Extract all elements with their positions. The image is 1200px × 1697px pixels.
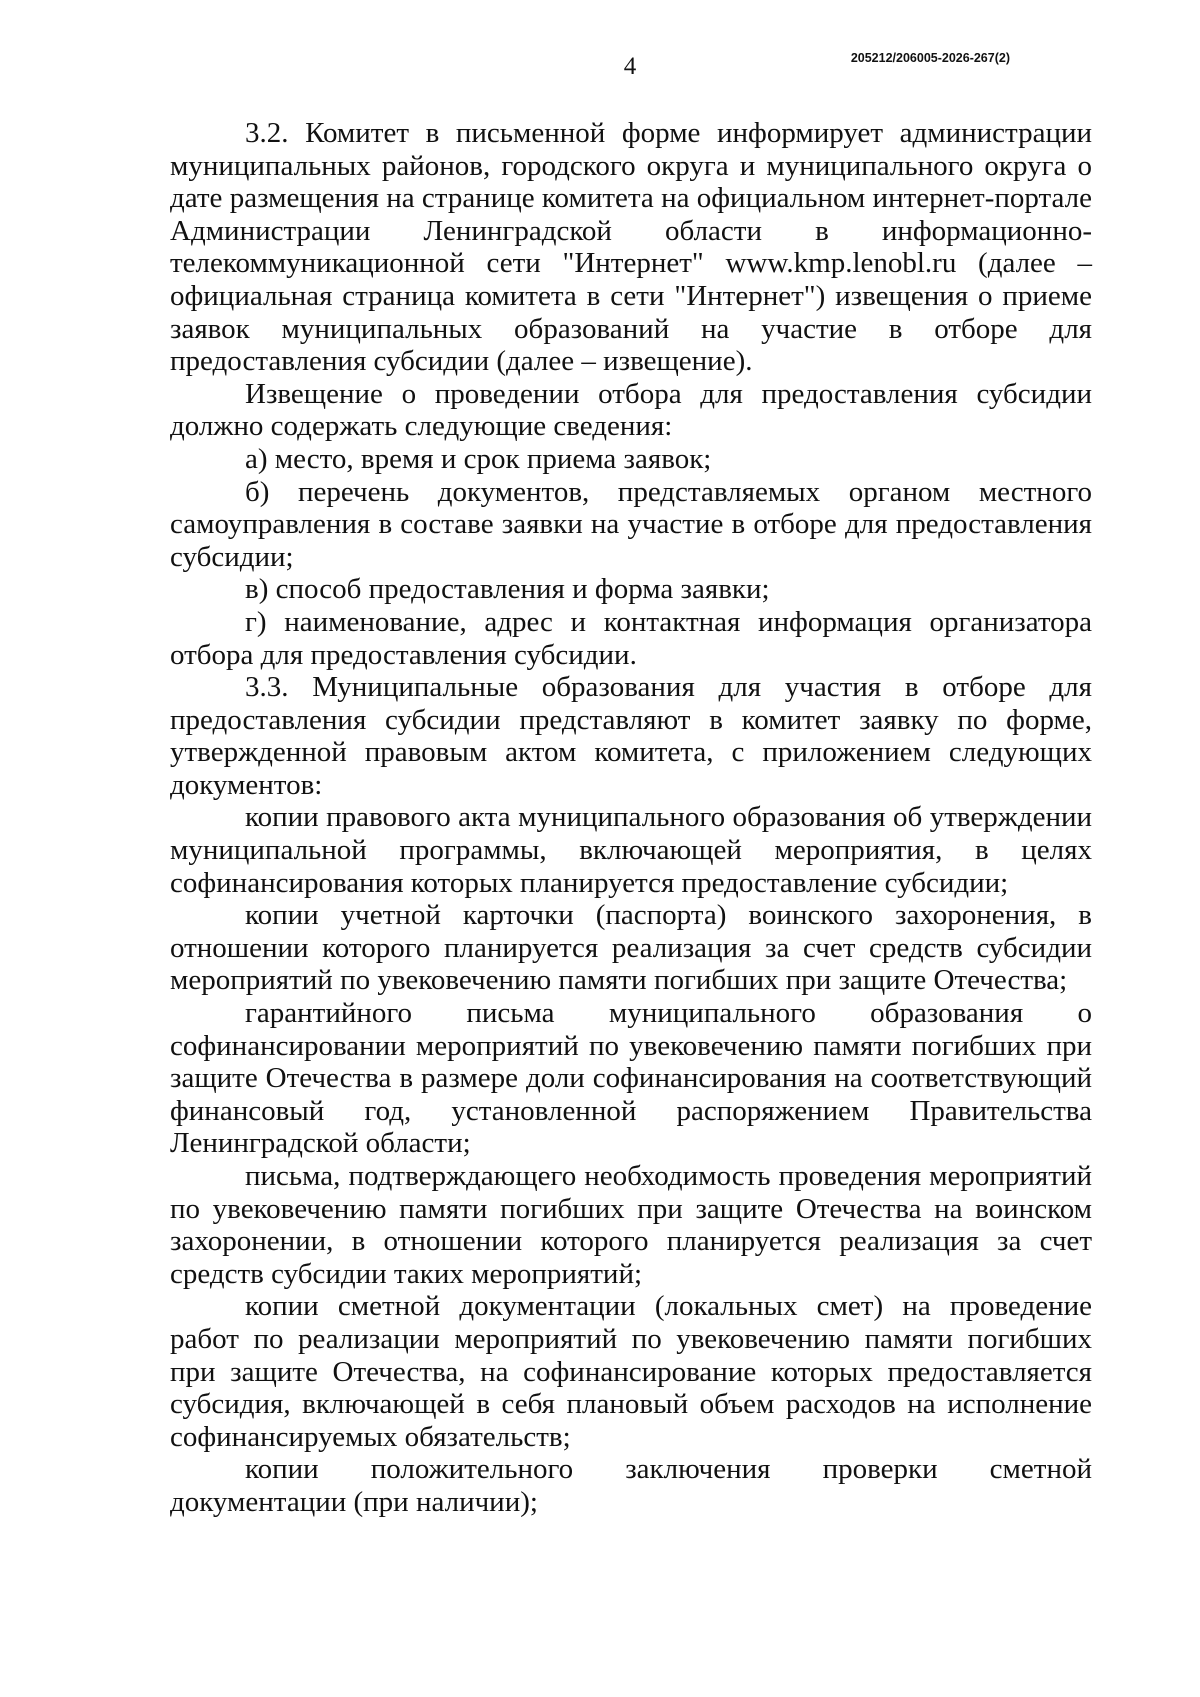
list-item-v: в) способ предоставления и форма заявки; (245, 573, 770, 606)
document-item-estimates: копии сметной документации (локальных смет) на проведение работ по реализации мероприятий по увековечению памяти погибших при защите Отечества, на софинансирование которых предоставляется субсидия, включающей в себя плановый объем расходов на исполнение софинансируемых обязательств; (170, 1290, 1092, 1453)
document-body (170, 117, 1092, 1519)
paragraph-notice-contents: Извещение о проведении отбора для предоставления субсидии должно содержать следующие сведения: (170, 377, 1092, 443)
list-item-g: г) наименование, адрес и контактная информация организатора отбора для предоставления субсидии. (170, 605, 1092, 671)
document-item-guarantee-letter: гарантийного письма муниципального образования о софинансировании мероприятий по увековечению памяти погибших при защите Отечества в размере доли софинансирования на соответствующий финансовый год, установленной распоряжением Правительства Ленинградской области; (170, 997, 1092, 1160)
document-item-burial-card: копии учетной карточки (паспорта) воинского захоронения, в отношении которого планируется реализация за счет средств субсидии мероприятий по увековечению памяти погибших при защите Отечества; (170, 899, 1092, 997)
paragraph-3-3: 3.3. Муниципальные образования для участия в отборе для предоставления субсидии представляют в комитет заявку по форме, утвержденной правовым актом комитета, с приложением следующих документов: (170, 671, 1092, 801)
page-number: 4 (623, 53, 637, 80)
document-item-program-act: копии правового акта муниципального образования об утверждении муниципальной программы, включающей мероприятия, в целях софинансирования которых планируется предоставление субсидии; (170, 801, 1092, 899)
list-item-a: а) место, время и срок приема заявок; (245, 442, 712, 475)
paragraph-3-2: 3.2. Комитет в письменной форме информирует администрации муниципальных районов, городского округа и муниципального округа о дате размещения на странице комитета на официальном интернет-портале Администрации Ленинградской области в информационно-телекоммуникационной сети "Интернет" www.kmp.lenobl.ru (далее – официальная страница комитета в сети "Интернет") извещения о приеме заявок муниципальных образований на участие в отборе для предоставления субсидии (далее – извещение). (170, 117, 1092, 378)
document-item-necessity-letter: письма, подтверждающего необходимость проведения мероприятий по увековечению памяти погибших при защите Отечества на воинском захоронении, в отношении которого планируется реализация за счет средств субсидии таких мероприятий; (170, 1160, 1092, 1290)
document-code: 205212/206005-2026-267(2) (850, 51, 1010, 65)
document-item-estimate-review: копии положительного заключения проверки сметной документации (при наличии); (170, 1453, 1092, 1518)
list-item-b: б) перечень документов, представляемых органом местного самоуправления в составе заявки на участие в отборе для предоставления субсидии; (170, 475, 1092, 573)
